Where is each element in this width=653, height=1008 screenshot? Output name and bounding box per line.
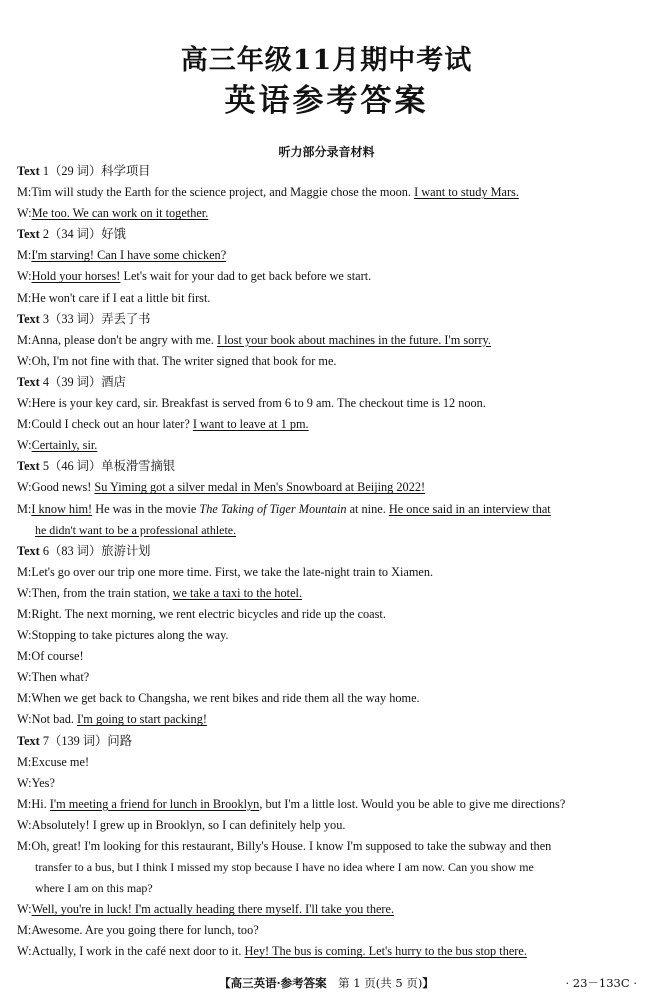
answer-underline: I want to leave at 1 pm. <box>192 417 309 432</box>
dialogue-line-continued <box>17 520 639 541</box>
text-heading: Text 5（46 词）单板滑雪摘银 <box>17 459 176 474</box>
dialogue-line: M:He won't care if I eat a little bit first. <box>17 290 211 305</box>
footer-title: 【高三英语·参考答案 第 1 页(共 5 页)】 <box>219 976 434 990</box>
dialogue-line: W:Hold your horses! Let's wait for your dad to get back before we start. <box>17 269 372 284</box>
dialogue-line: M:Tim will study the Earth for the science project, and Maggie chose the moon. I want to study Mars. <box>17 185 519 200</box>
answer-underline: I lost your book about machines in the future. I'm sorry. <box>216 332 491 347</box>
movie-title: The Taking of Tiger Mountain <box>199 501 347 516</box>
text-heading: Text 2（34 词）好饿 <box>17 227 126 242</box>
answer-underline: Well, you're in luck! I'm actually heading there myself. I'll take you there. <box>31 902 395 917</box>
section-title: 听力部分录音材料 <box>278 145 375 159</box>
dialogue-line: W:Then, from the train station, we take a taxi to the hotel. <box>17 585 303 600</box>
dialogue-line-continued: transfer to a bus, but I think I missed my stop because I have no idea where I am now. Can you show me <box>35 860 534 875</box>
answer-underline: Hold your horses! <box>31 269 121 284</box>
dialogue-line: W:Me too. We can work on it together. <box>17 206 209 221</box>
dialogue-line: W:Not bad. I'm going to start packing! <box>17 712 207 727</box>
answer-underline: Me too. We can work on it together. <box>31 206 209 221</box>
answer-key-title: 英语参考答案 <box>224 83 429 119</box>
text-heading: Text 3（33 词）弄丢了书 <box>17 311 151 326</box>
dialogue-line: W:Then what? <box>17 670 90 685</box>
answer-underline: Certainly, sir. <box>31 438 98 453</box>
dialogue-line-continued: where I am on this map? <box>35 881 153 896</box>
exam-code: · 23－133C · <box>565 976 637 990</box>
text-heading: Text 6（83 词）旅游计划 <box>17 543 151 558</box>
text-heading: Text 1（29 词）科学项目 <box>17 164 151 178</box>
dialogue-line: M:Awesome. Are you going there for lunch, too? <box>17 923 259 938</box>
dialogue-line: W:Absolutely! I grew up in Brooklyn, so I can definitely help you. <box>17 817 346 832</box>
dialogue-line: M:When we get back to Changsha, we rent bikes and ride them all the way home. <box>17 691 420 706</box>
page-footer <box>0 973 653 993</box>
dialogue-line: W:Oh, I'm not fine with that. The writer signed that book for me. <box>17 353 337 368</box>
answer-underline: I want to study Mars. <box>414 185 519 200</box>
answer-underline: Hey! The bus is coming. Let's hurry to the bus stop there. <box>244 944 527 959</box>
answer-underline: Su Yiming got a silver medal in Men's Snowboard at Beijing 2022! <box>94 480 426 495</box>
dialogue-line: M:Of course! <box>17 649 84 664</box>
dialogue-line: M:I know him! He was in the movie The Taking of Tiger Mountain at nine. He once said in an interview that <box>17 501 551 516</box>
text-heading: Text 4（39 词）酒店 <box>17 374 126 389</box>
dialogue-line: M:Let's go over our trip one more time. First, we take the late-night train to Xiamen. <box>17 564 434 579</box>
answer-underline: he didn't want to be a professional athlete. <box>35 522 237 537</box>
answer-underline: I'm going to start packing! <box>77 712 207 727</box>
dialogue-line: W:Well, you're in luck! I'm actually heading there myself. I'll take you there. <box>17 902 395 917</box>
dialogue-line: M:Hi. I'm meeting a friend for lunch in Brooklyn, but I'm a little lost. Would you be able to give me directions? <box>17 796 566 811</box>
answer-underline: I'm meeting a friend for lunch in Brooklyn <box>49 796 260 811</box>
dialogue-line: M:I'm starving! Can I have some chicken? <box>17 248 227 263</box>
text-heading: Text 7（139 词）问路 <box>17 733 133 748</box>
exam-title: 高三年级11月期中考试 <box>180 45 473 76</box>
dialogue-line: W:Here is your key card, sir. Breakfast is served from 6 to 9 am. The checkout time is 12 noon. <box>17 396 486 411</box>
transcript <box>17 161 639 963</box>
dialogue-line: W:Certainly, sir. <box>17 438 98 453</box>
dialogue-line: M:Right. The next morning, we rent electric bicycles and ride up the coast. <box>17 606 386 621</box>
dialogue-line: W:Stopping to take pictures along the way. <box>17 628 229 643</box>
answer-underline: I'm starving! Can I have some chicken? <box>31 248 227 263</box>
answer-underline: He once said in an interview that <box>388 501 551 516</box>
dialogue-line: W:Good news! Su Yiming got a silver medal in Men's Snowboard at Beijing 2022! <box>17 480 426 495</box>
dialogue-line: M:Oh, great! I'm looking for this restaurant, Billy's House. I know I'm supposed to take the subway and then <box>17 839 552 853</box>
dialogue-line: M:Could I check out an hour later? I want to leave at 1 pm. <box>17 417 309 432</box>
answer-underline: we take a taxi to the hotel. <box>172 585 303 600</box>
dialogue-line: M:Excuse me! <box>17 754 90 769</box>
dialogue-line: W:Yes? <box>17 775 55 790</box>
dialogue-line: W:Actually, I work in the café next door to it. Hey! The bus is coming. Let's hurry to the bus stop there. <box>17 944 527 959</box>
answer-underline: I know him! <box>31 501 93 516</box>
page-number: 第 1 页(共 5 页) <box>326 976 423 990</box>
dialogue-line: M:Anna, please don't be angry with me. I lost your book about machines in the future. I'm sorry. <box>17 332 491 347</box>
